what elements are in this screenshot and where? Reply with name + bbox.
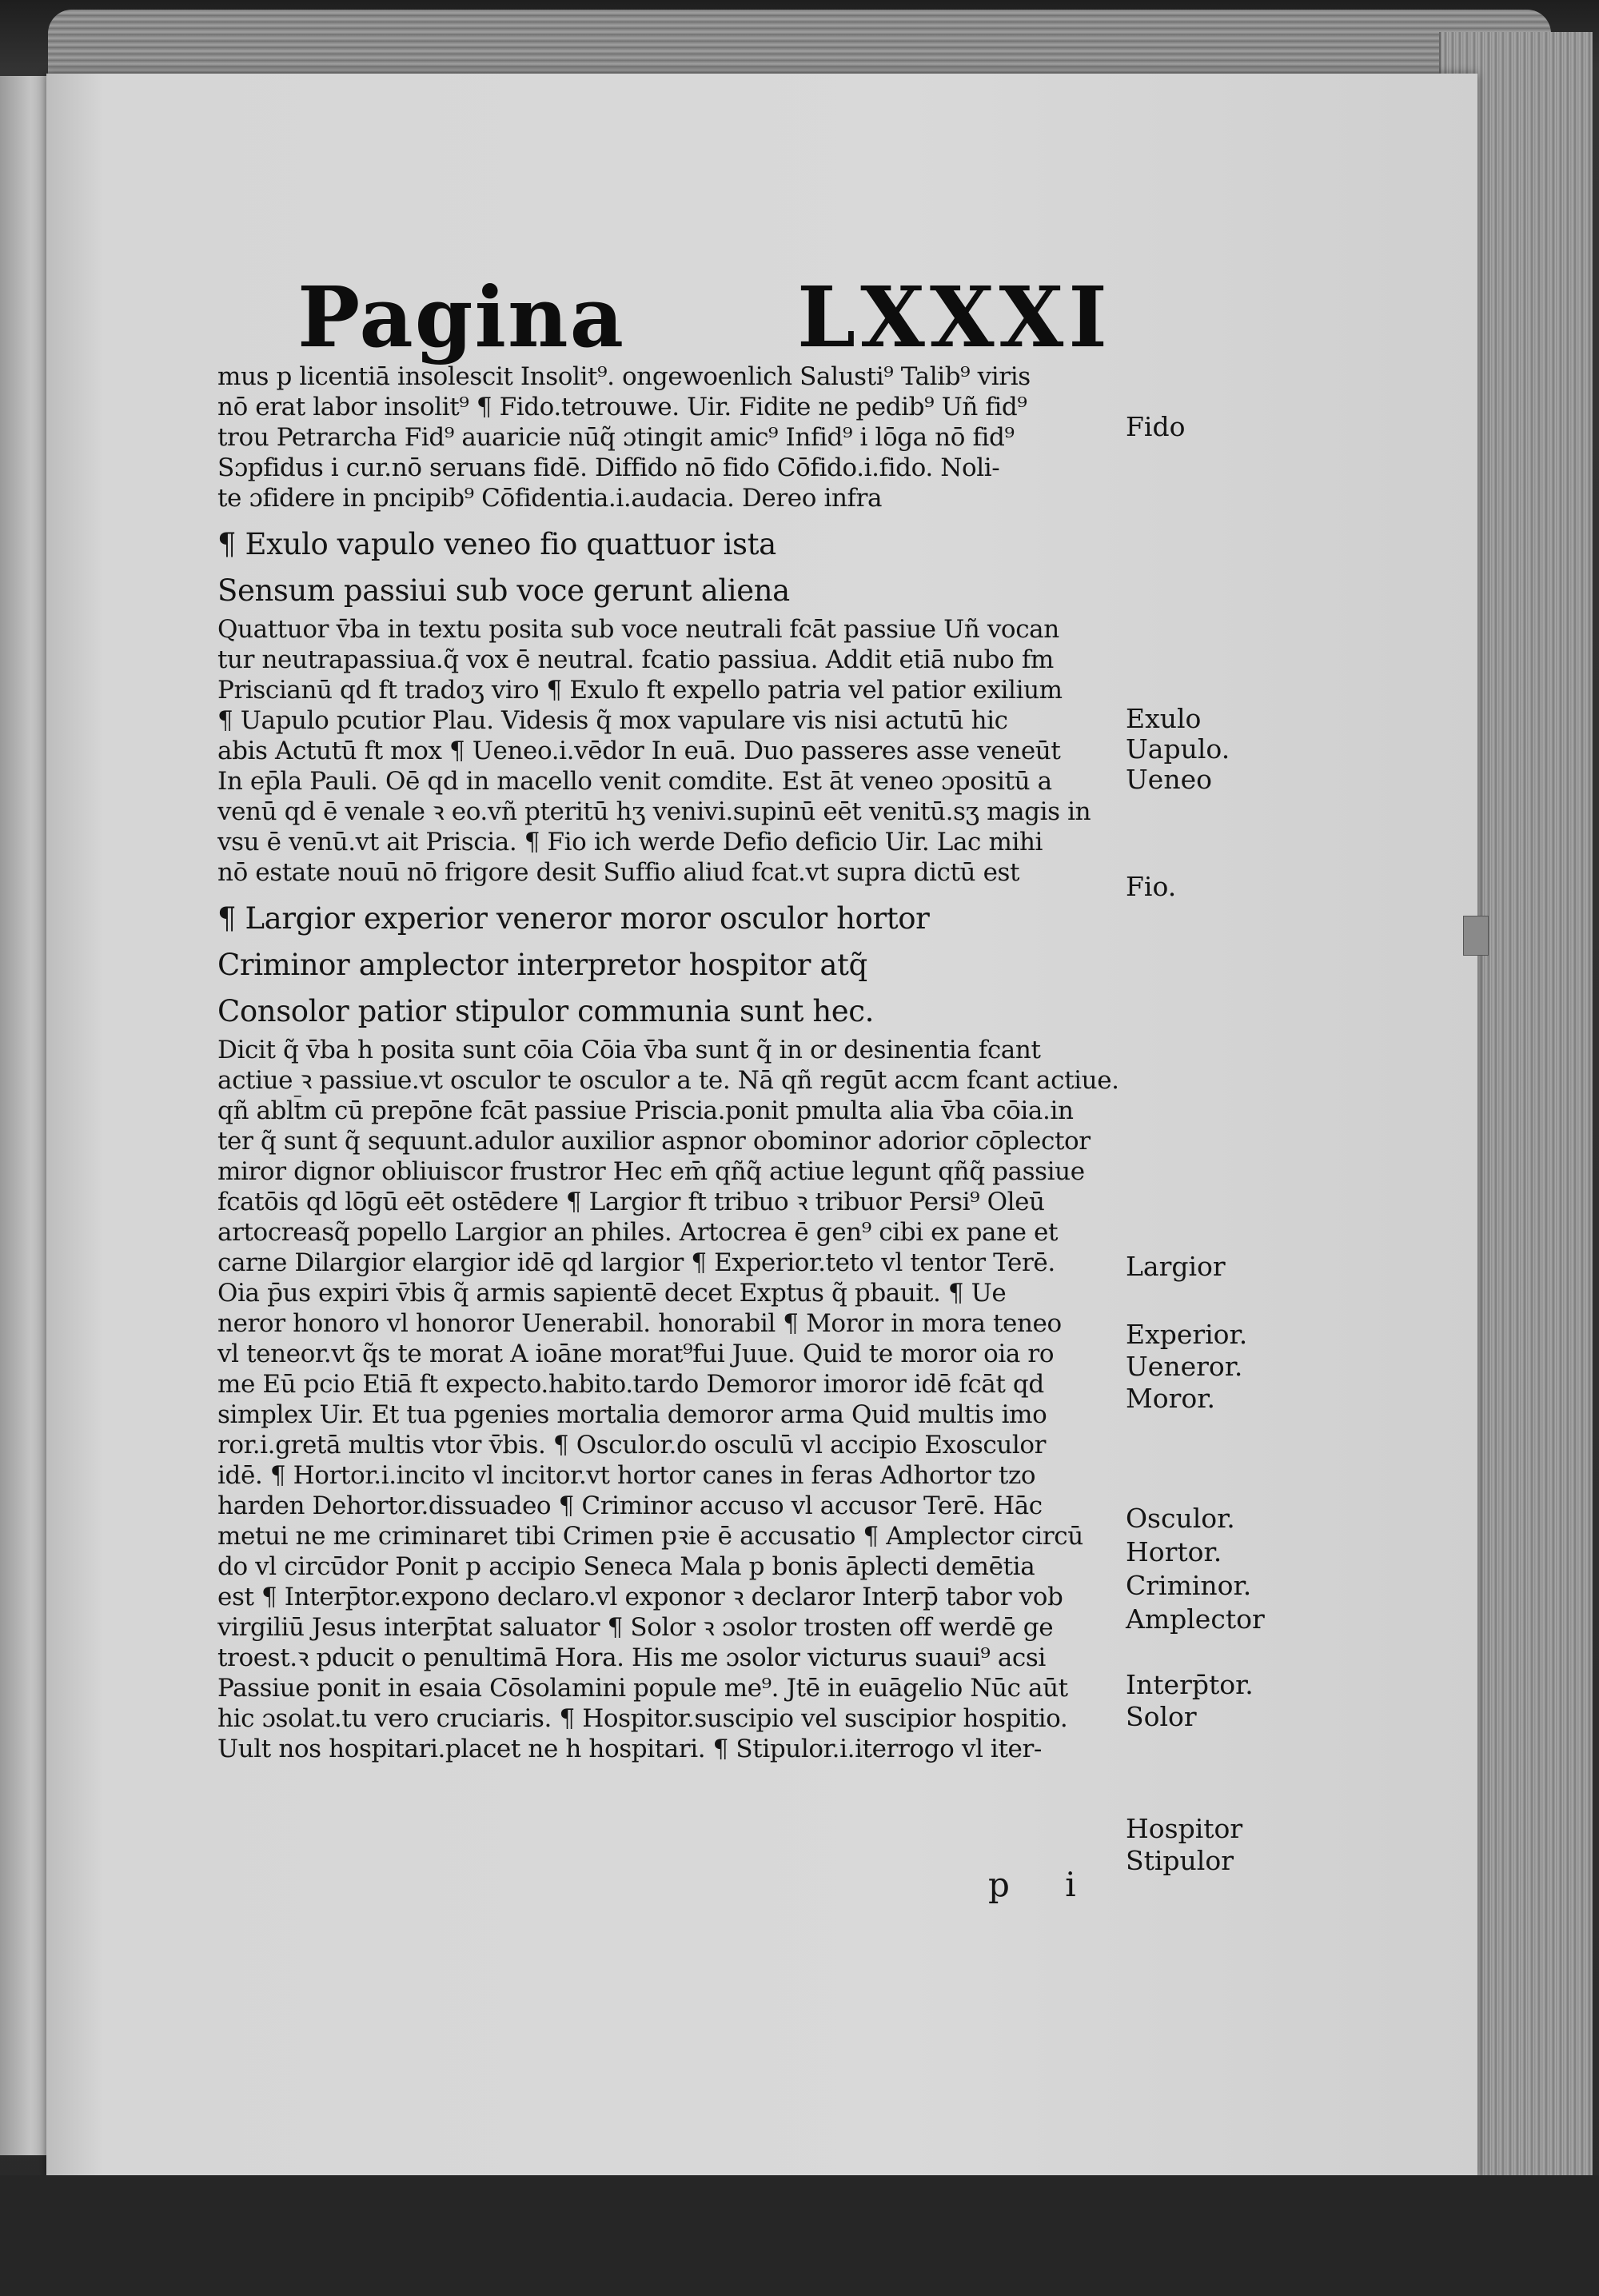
text-line: idē. ¶ Hortor.i.incito vl incitor.vt hortor canes in feras Adhortor tzo bbox=[217, 1461, 1036, 1490]
text-line: carne Dilargior elargior idē qd largior ¶ Experior.teto vl tentor Terē. bbox=[217, 1248, 1055, 1277]
text-line: est ¶ Interp̄tor.expono declaro.vl exponor ꝛ declaror Interp̄ tabor vob bbox=[217, 1583, 1063, 1611]
margin-note: Exulo bbox=[1126, 703, 1202, 734]
text-line: troest.ꝛ pducit o penultimā Hora. His me ɔsolor victurus suaui⁹ acsi bbox=[217, 1643, 1046, 1672]
margin-note: Criminor. bbox=[1126, 1570, 1252, 1601]
text-line: abis Actutū ft mox ¶ Ueneo.i.vēdor In euā. Duo passeres asse veneūt bbox=[217, 737, 1061, 765]
text-line: Priscianū qd ft tradoʒ viro ¶ Exulo ft expello patria vel patior exilium bbox=[217, 676, 1063, 705]
margin-note: Uapulo. bbox=[1126, 733, 1230, 765]
text-line: simplex Uir. Et tua pgenies mortalia demoror arma Quid multis imo bbox=[217, 1400, 1047, 1429]
margin-note: Hortor. bbox=[1126, 1536, 1222, 1567]
scan-bottom-shadow bbox=[0, 2175, 1599, 2296]
running-header bbox=[297, 268, 1112, 366]
text-line: mus p licentiā insolescit Insolit⁹. ongewoenlich Salusti⁹ Talib⁹ viris bbox=[217, 362, 1031, 391]
verse-line: Criminor amplector interpretor hospitor atq̃ bbox=[217, 948, 867, 982]
margin-note: Ueneror. bbox=[1126, 1351, 1243, 1382]
text-line: venū qd ē venale ꝛ eo.vñ pteritū hʒ venivi.supinū eēt venitū.sʒ magis in bbox=[217, 797, 1091, 826]
folio-number: LXXXI bbox=[797, 268, 1112, 366]
text-line: Quattuor v̄ba in textu posita sub voce neutrali fcāt passiue Uñ vocan bbox=[217, 615, 1059, 644]
text-line: ter q̃ sunt q̃ sequunt.adulor auxilior aspnor obominor adorior cōplector bbox=[217, 1127, 1091, 1156]
text-line: metui ne me criminaret tibi Crimen pꝛie ē accusatio ¶ Amplector circū bbox=[217, 1522, 1083, 1551]
signature-mark: p i bbox=[988, 1865, 1099, 1904]
margin-note: Fido bbox=[1126, 411, 1186, 442]
margin-note: Moror. bbox=[1126, 1383, 1215, 1414]
text-line: te ɔfidere in pncipib⁹ Cōfidentia.i.audacia. Dereo infra bbox=[217, 484, 883, 513]
text-line: neror honoro vl honoror Uenerabil. honorabil ¶ Moror in mora teneo bbox=[217, 1309, 1062, 1338]
margin-note: Experior. bbox=[1126, 1319, 1248, 1350]
margin-note: Stipulor bbox=[1126, 1845, 1234, 1876]
margin-note: Largior bbox=[1126, 1251, 1226, 1282]
previous-page-edge bbox=[0, 76, 53, 2155]
text-line: Oia p̄us expiri v̄bis q̃ armis sapientē decet Exptus q̃ pbauit. ¶ Ue bbox=[217, 1279, 1007, 1308]
page-tab-marker bbox=[1463, 916, 1489, 956]
text-line: do vl circūdor Ponit p accipio Seneca Mala p bonis āplecti demētia bbox=[217, 1552, 1035, 1581]
text-line: Sɔpfidus i cur.nō seruans fidē. Diffido nō fido Cōfido.i.fido. Noli- bbox=[217, 453, 1000, 482]
text-line: qñ ablt̄m cū prepōne fcāt passiue Priscia.ponit pmulta alia v̄ba cōia.in bbox=[217, 1096, 1074, 1125]
text-line: tur neutrapassiua.q̃ vox ē neutral. fcatio passiua. Addit etiā nubo fm bbox=[217, 645, 1054, 674]
margin-note: Solor bbox=[1126, 1701, 1197, 1732]
header-title-word: Pagina bbox=[297, 268, 626, 366]
verse-line: Consolor patior stipulor communia sunt hec. bbox=[217, 994, 874, 1028]
text-line: artocreasq̃ popello Largior an philes. Artocrea ē gen⁹ cibi ex pane et bbox=[217, 1218, 1059, 1247]
verse-line: Sensum passiui sub voce gerunt aliena bbox=[217, 573, 790, 608]
text-line: Uult nos hospitari.placet ne h hospitari. ¶ Stipulor.i.iterrogo vl iter- bbox=[217, 1735, 1042, 1763]
text-line: nō estate nouū nō frigore desit Suffio aliud fcat.vt supra dictū est bbox=[217, 858, 1020, 887]
text-line: miror dignor obliuiscor frustror Hec em̄ qñq̃ actiue legunt qñq̃ passiue bbox=[217, 1157, 1085, 1186]
verse-line: ¶ Exulo vapulo veneo fio quattuor ista bbox=[217, 527, 776, 561]
main-text-block bbox=[217, 361, 1129, 1764]
text-line: virgiliū Jesus interp̄tat saluator ¶ Solor ꝛ ɔsolor trosten off werdē ge bbox=[217, 1613, 1054, 1642]
margin-note: Ueneo bbox=[1126, 764, 1212, 795]
margin-note: Fio. bbox=[1126, 871, 1177, 902]
margin-note: Amplector bbox=[1126, 1603, 1265, 1635]
margin-note: Hospitor bbox=[1126, 1813, 1243, 1844]
text-line: Dicit q̃ v̄ba h posita sunt cōia Cōia v̄ba sunt q̃ in or desinentia fcant bbox=[217, 1036, 1041, 1064]
text-line: nō erat labor insolit⁹ ¶ Fido.tetrouwe. Uir. Fidite ne pedib⁹ Uñ fid⁹ bbox=[217, 393, 1027, 421]
book-top-edges bbox=[48, 10, 1551, 78]
text-line: ror.i.gretā multis vtor v̄bis. ¶ Osculor.do osculū vl accipio Exosculor bbox=[217, 1431, 1047, 1459]
text-line: Passiue ponit in esaia Cōsolamini popule me⁹. Jtē in euāgelio Nūc aūt bbox=[217, 1674, 1068, 1703]
text-line: ¶ Uapulo pcutior Plau. Videsis q̃ mox vapulare vis nisi actutū hic bbox=[217, 706, 1008, 735]
text-line: vsu ē venū.vt ait Priscia. ¶ Fio ich werde Defio deficio Uir. Lac mihi bbox=[217, 828, 1043, 857]
margin-note: Interp̄tor. bbox=[1126, 1669, 1254, 1700]
text-line: vl teneor.vt q̃s te morat A ioāne morat⁹fui Juue. Quid te moror oia ro bbox=[217, 1340, 1055, 1368]
text-line: me Eū pcio Etiā ft expecto.habito.tardo Demoror imoror idē fcāt qd bbox=[217, 1370, 1044, 1399]
text-line: harden Dehortor.dissuadeo ¶ Criminor accuso vl accusor Terē. Hāc bbox=[217, 1491, 1043, 1520]
text-line: trou Petrarcha Fid⁹ auaricie nūq̃ ɔtingit amic⁹ Infid⁹ i lōga nō fid⁹ bbox=[217, 423, 1015, 452]
text-line: hic ɔsolat.tu vero cruciaris. ¶ Hospitor.suscipio vel suscipior hospitio. bbox=[217, 1704, 1068, 1733]
margin-note: Osculor. bbox=[1126, 1503, 1235, 1534]
text-line: fcatōis qd lōgū eēt ostēdere ¶ Largior ft tribuo ꝛ tribuor Persi⁹ Oleū bbox=[217, 1188, 1045, 1216]
text-line: In ep̄la Pauli. Oē qd in macello venit comdite. Est āt veneo ɔpositū a bbox=[217, 767, 1052, 796]
verse-line: ¶ Largior experior veneror moror osculor hortor bbox=[217, 901, 930, 936]
text-line: actiue ꝛ passiue.vt osculor te osculor a te. Nā qñ regūt accm fcant actiue. bbox=[217, 1066, 1119, 1095]
